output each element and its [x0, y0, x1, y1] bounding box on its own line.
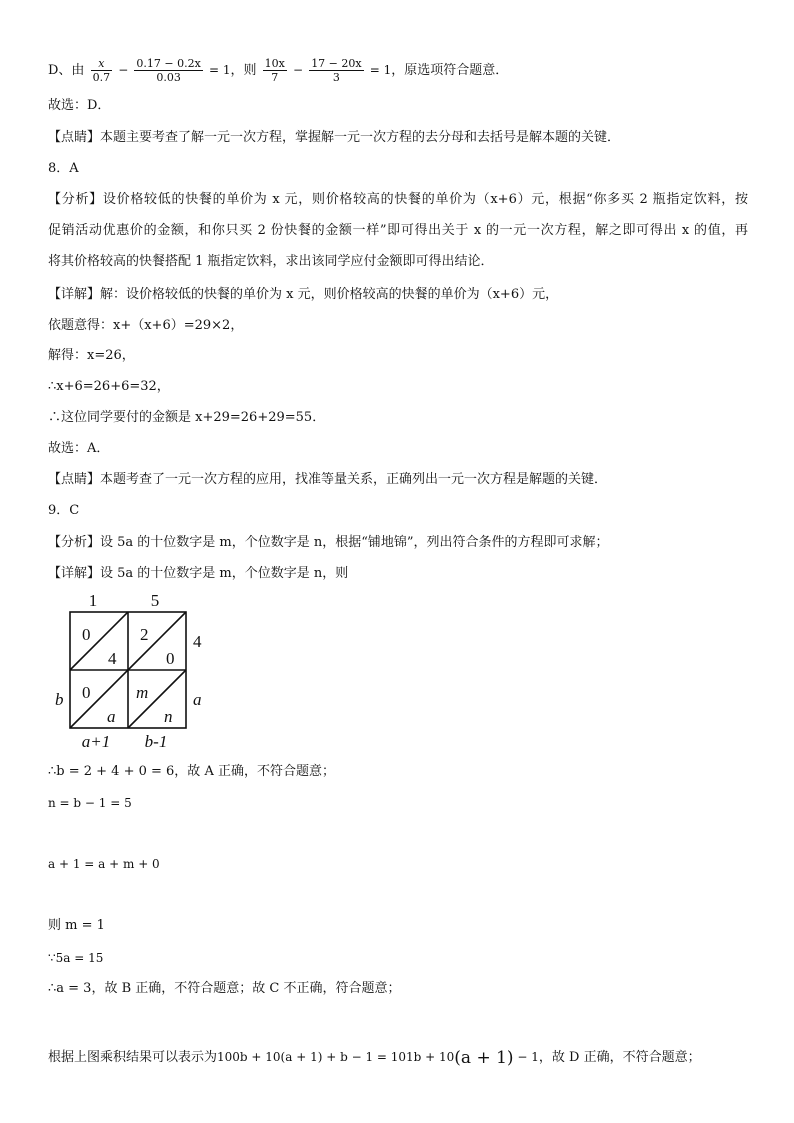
left-label: b	[55, 690, 64, 709]
q9-answer: 9．C	[48, 503, 80, 518]
q8-answer: 8．A	[48, 161, 79, 176]
fraction-0.17-minus-0.2x: $\frac{0.17 - 0.2x}{0.03}$	[136, 57, 201, 84]
q9-line-5a: ∵5a = 15	[48, 951, 104, 965]
final-expression-part-2: − 1	[513, 1050, 539, 1064]
cell-lower-digit: 0	[166, 649, 175, 668]
bottom-label: a+1	[81, 732, 111, 751]
q8-analysis-line-2: 促销活动优惠价的金额，和你只买 2 份快餐的金额一样”即可得出关于 x 的一元一次方程，解之即可得出 x 的值，再	[48, 223, 748, 238]
q8-analysis-line-1: 【分析】设价格较低的快餐的单价为 x 元，则价格较高的快餐的单价为（x+6）元，根据“你多买 2 瓶指定饮料，按	[48, 192, 748, 207]
bottom-label: b-1	[144, 732, 168, 751]
q9-detail: 【详解】设 5a 的十位数字是 m，个位数字是 n，则	[48, 566, 349, 581]
fraction-17-minus-20x: $\frac{17 - 20x}{3}$	[311, 57, 362, 84]
top-label: 1	[88, 592, 98, 610]
q9-line-a-plus-1: a + 1 = a + m + 0	[48, 857, 160, 871]
q9-final-line: 根据上图乘积结果可以表示为100b + 10(a + 1) + b − 1 = 101b + 10(a + 1) − 1，故 D 正确，不符合题意；	[48, 1048, 701, 1068]
fraction-10x-over-7: $\frac{10x}{7}$	[264, 57, 285, 84]
q8-step-2: ∴这位同学要付的金额是 x+29=26+29=55．	[48, 410, 326, 425]
q7-comment: 【点睛】本题主要考查了解一元一次方程，掌握解一元一次方程的去分母和去括号是解本题的关键．	[48, 130, 621, 145]
cell-lower-digit: n	[164, 707, 173, 726]
lattice-multiplication-figure	[50, 592, 220, 752]
cell-diagonal	[70, 612, 128, 670]
cell-diagonal	[70, 670, 128, 728]
q8-equation: 依题意得：x+（x+6）=29×2，	[48, 318, 244, 333]
option-d-line: D、由 $\frac{x}{0.7}$ − $\frac{0.17 - 0.2x}{0.03}$ = 1，则 $\frac{10x}{7}$ − $\frac{17 - 20x}{3}$ = 1，原选项符合题意．	[48, 57, 509, 84]
q8-detail: 【详解】解：设价格较低的快餐的单价为 x 元，则价格较高的快餐的单价为（x+6）元，	[48, 287, 559, 302]
final-expression-part-1: 100b + 10(a + 1) + b − 1 = 101b + 10	[217, 1050, 455, 1064]
q9-line-m: 则 m = 1	[48, 918, 105, 933]
cell-diagonal	[128, 612, 186, 670]
q9-line-n: n = b − 1 = 5	[48, 796, 132, 810]
cell-lower-digit: a	[107, 707, 116, 726]
right-label: a	[193, 690, 202, 709]
cell-upper-digit: 0	[82, 683, 91, 702]
q8-choice: 故选：A．	[48, 441, 110, 456]
q8-solution: 解得：x=26，	[48, 348, 135, 363]
final-expression-paren: (a + 1)	[454, 1048, 514, 1068]
top-label: 5	[150, 592, 160, 610]
q8-comment: 【点睛】本题考查了一元一次方程的应用，找准等量关系，正确列出一元一次方程是解题的关键．	[48, 472, 608, 487]
q9-line-b: ∴b = 2 + 4 + 0 = 6，故 A 正确，不符合题意；	[48, 764, 335, 779]
right-label: 4	[193, 632, 202, 651]
cell-upper-digit: 0	[82, 625, 91, 644]
q8-step-1: ∴x+6=26+6=32，	[48, 379, 170, 394]
option-d-lead: D、由	[48, 63, 85, 78]
cell-lower-digit: 4	[108, 649, 117, 668]
q9-analysis: 【分析】设 5a 的十位数字是 m，个位数字是 n，根据“铺地锦”，列出符合条件的方程即可求解；	[48, 535, 609, 550]
q8-analysis-line-3: 将其价格较高的快餐搭配 1 瓶指定饮料，求出该同学应付金额即可得出结论．	[48, 254, 494, 269]
cell-upper-digit: m	[136, 683, 149, 702]
fraction-x-over-0.7: $\frac{x}{0.7}$	[92, 57, 111, 84]
q7-choice: 故选：D．	[48, 98, 111, 113]
cell-upper-digit: 2	[140, 625, 149, 644]
q9-line-a3: ∴a = 3，故 B 正确，不符合题意；故 C 不正确，符合题意；	[48, 981, 401, 996]
